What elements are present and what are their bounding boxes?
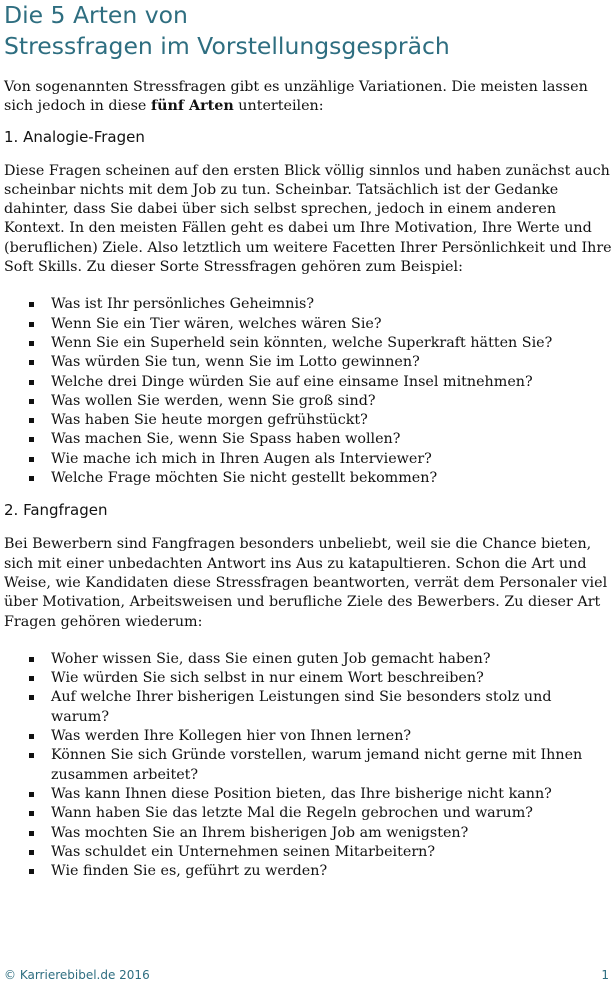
list-item: Wenn Sie ein Superheld sein könnten, welche Superkraft hätten Sie? xyxy=(51,334,612,353)
page-footer xyxy=(4,968,609,982)
intro-text-after: unterteilen: xyxy=(233,98,324,115)
list-item: Was mochten Sie an Ihrem bisherigen Job am wenigsten? xyxy=(51,824,612,843)
title-line-2: Stressfragen im Vorstellungsgespräch xyxy=(4,32,450,60)
intro-bold: fünf Arten xyxy=(150,98,234,115)
list-item: Was ist Ihr persönliches Geheimnis? xyxy=(51,295,612,314)
list-item: Können Sie sich Gründe vorstellen, warum jemand nicht gerne mit Ihnen zusammen arbeitet? xyxy=(51,746,612,785)
intro-paragraph xyxy=(4,78,612,117)
page-title xyxy=(4,0,612,62)
list-item: Wie mache ich mich in Ihren Augen als Interviewer? xyxy=(51,450,612,469)
list-item: Was würden Sie tun, wenn Sie im Lotto gewinnen? xyxy=(51,353,612,372)
section-paragraph-analogie: Diese Fragen scheinen auf den ersten Blick völlig sinnlos und haben zunächst auch scheinbar nichts mit dem Job zu tun. Scheinbar. Tatsächlich ist der Gedanke dahinter, dass Sie dabei über sich selbst sprechen, jedoch in einem anderen Kontext. In den meisten Fällen geht es dabei um Ihre Motivation, Ihre Werte und (beruflichen) Ziele. Also letztlich um weitere Facetten Ihrer Persönlichkeit und Ihre Soft Skills. Zu dieser Sorte Stressfragen gehören zum Beispiel: xyxy=(4,162,612,276)
list-item: Wie finden Sie es, geführt zu werden? xyxy=(51,862,612,881)
title-line-1: Die 5 Arten von xyxy=(4,1,188,29)
list-item: Was wollen Sie werden, wenn Sie groß sind? xyxy=(51,392,612,411)
list-item: Woher wissen Sie, dass Sie einen guten Job gemacht haben? xyxy=(51,650,612,669)
list-item: Was machen Sie, wenn Sie Spass haben wollen? xyxy=(51,430,612,449)
question-list-fangfragen xyxy=(4,650,612,882)
section-paragraph-fangfragen: Bei Bewerbern sind Fangfragen besonders unbeliebt, weil sie die Chance bieten, sich mit einer unbedachten Antwort ins Aus zu katapultieren. Schon die Art und Weise, wie Kandidaten diese Stressfragen beantworten, verrät dem Personaler viel über Motivation, Arbeitsweisen und berufliche Ziele des Bewerbers. Zu dieser Art Fragen gehören wiederum: xyxy=(4,536,608,630)
section-heading-fangfragen: 2. Fangfragen xyxy=(4,501,108,520)
list-item: Auf welche Ihrer bisherigen Leistungen sind Sie besonders stolz und warum? xyxy=(51,688,612,727)
list-item: Wenn Sie ein Tier wären, welches wären Sie? xyxy=(51,315,612,334)
list-item: Welche Frage möchten Sie nicht gestellt bekommen? xyxy=(51,469,612,488)
list-item: Was haben Sie heute morgen gefrühstückt? xyxy=(51,411,612,430)
page-number: 1 xyxy=(601,968,609,982)
question-list-analogie xyxy=(4,295,612,488)
list-item: Welche drei Dinge würden Sie auf eine einsame Insel mitnehmen? xyxy=(51,373,612,392)
list-item: Was werden Ihre Kollegen hier von Ihnen lernen? xyxy=(51,727,612,746)
document-page xyxy=(4,0,612,881)
list-item: Was schuldet ein Unternehmen seinen Mitarbeitern? xyxy=(51,843,612,862)
list-item: Was kann Ihnen diese Position bieten, das Ihre bisherige nicht kann? xyxy=(51,785,612,804)
intro-text-before: Von sogenannten Stressfragen gibt es unzählige Variationen. Die meisten lassen sich jedoch in diese xyxy=(4,79,588,115)
list-item: Wie würden Sie sich selbst in nur einem Wort beschreiben? xyxy=(51,669,612,688)
section-heading-analogie: 1. Analogie-Fragen xyxy=(4,127,145,146)
footer-copyright: © Karrierebibel.de 2016 xyxy=(4,968,150,982)
list-item: Wann haben Sie das letzte Mal die Regeln gebrochen und warum? xyxy=(51,804,612,823)
